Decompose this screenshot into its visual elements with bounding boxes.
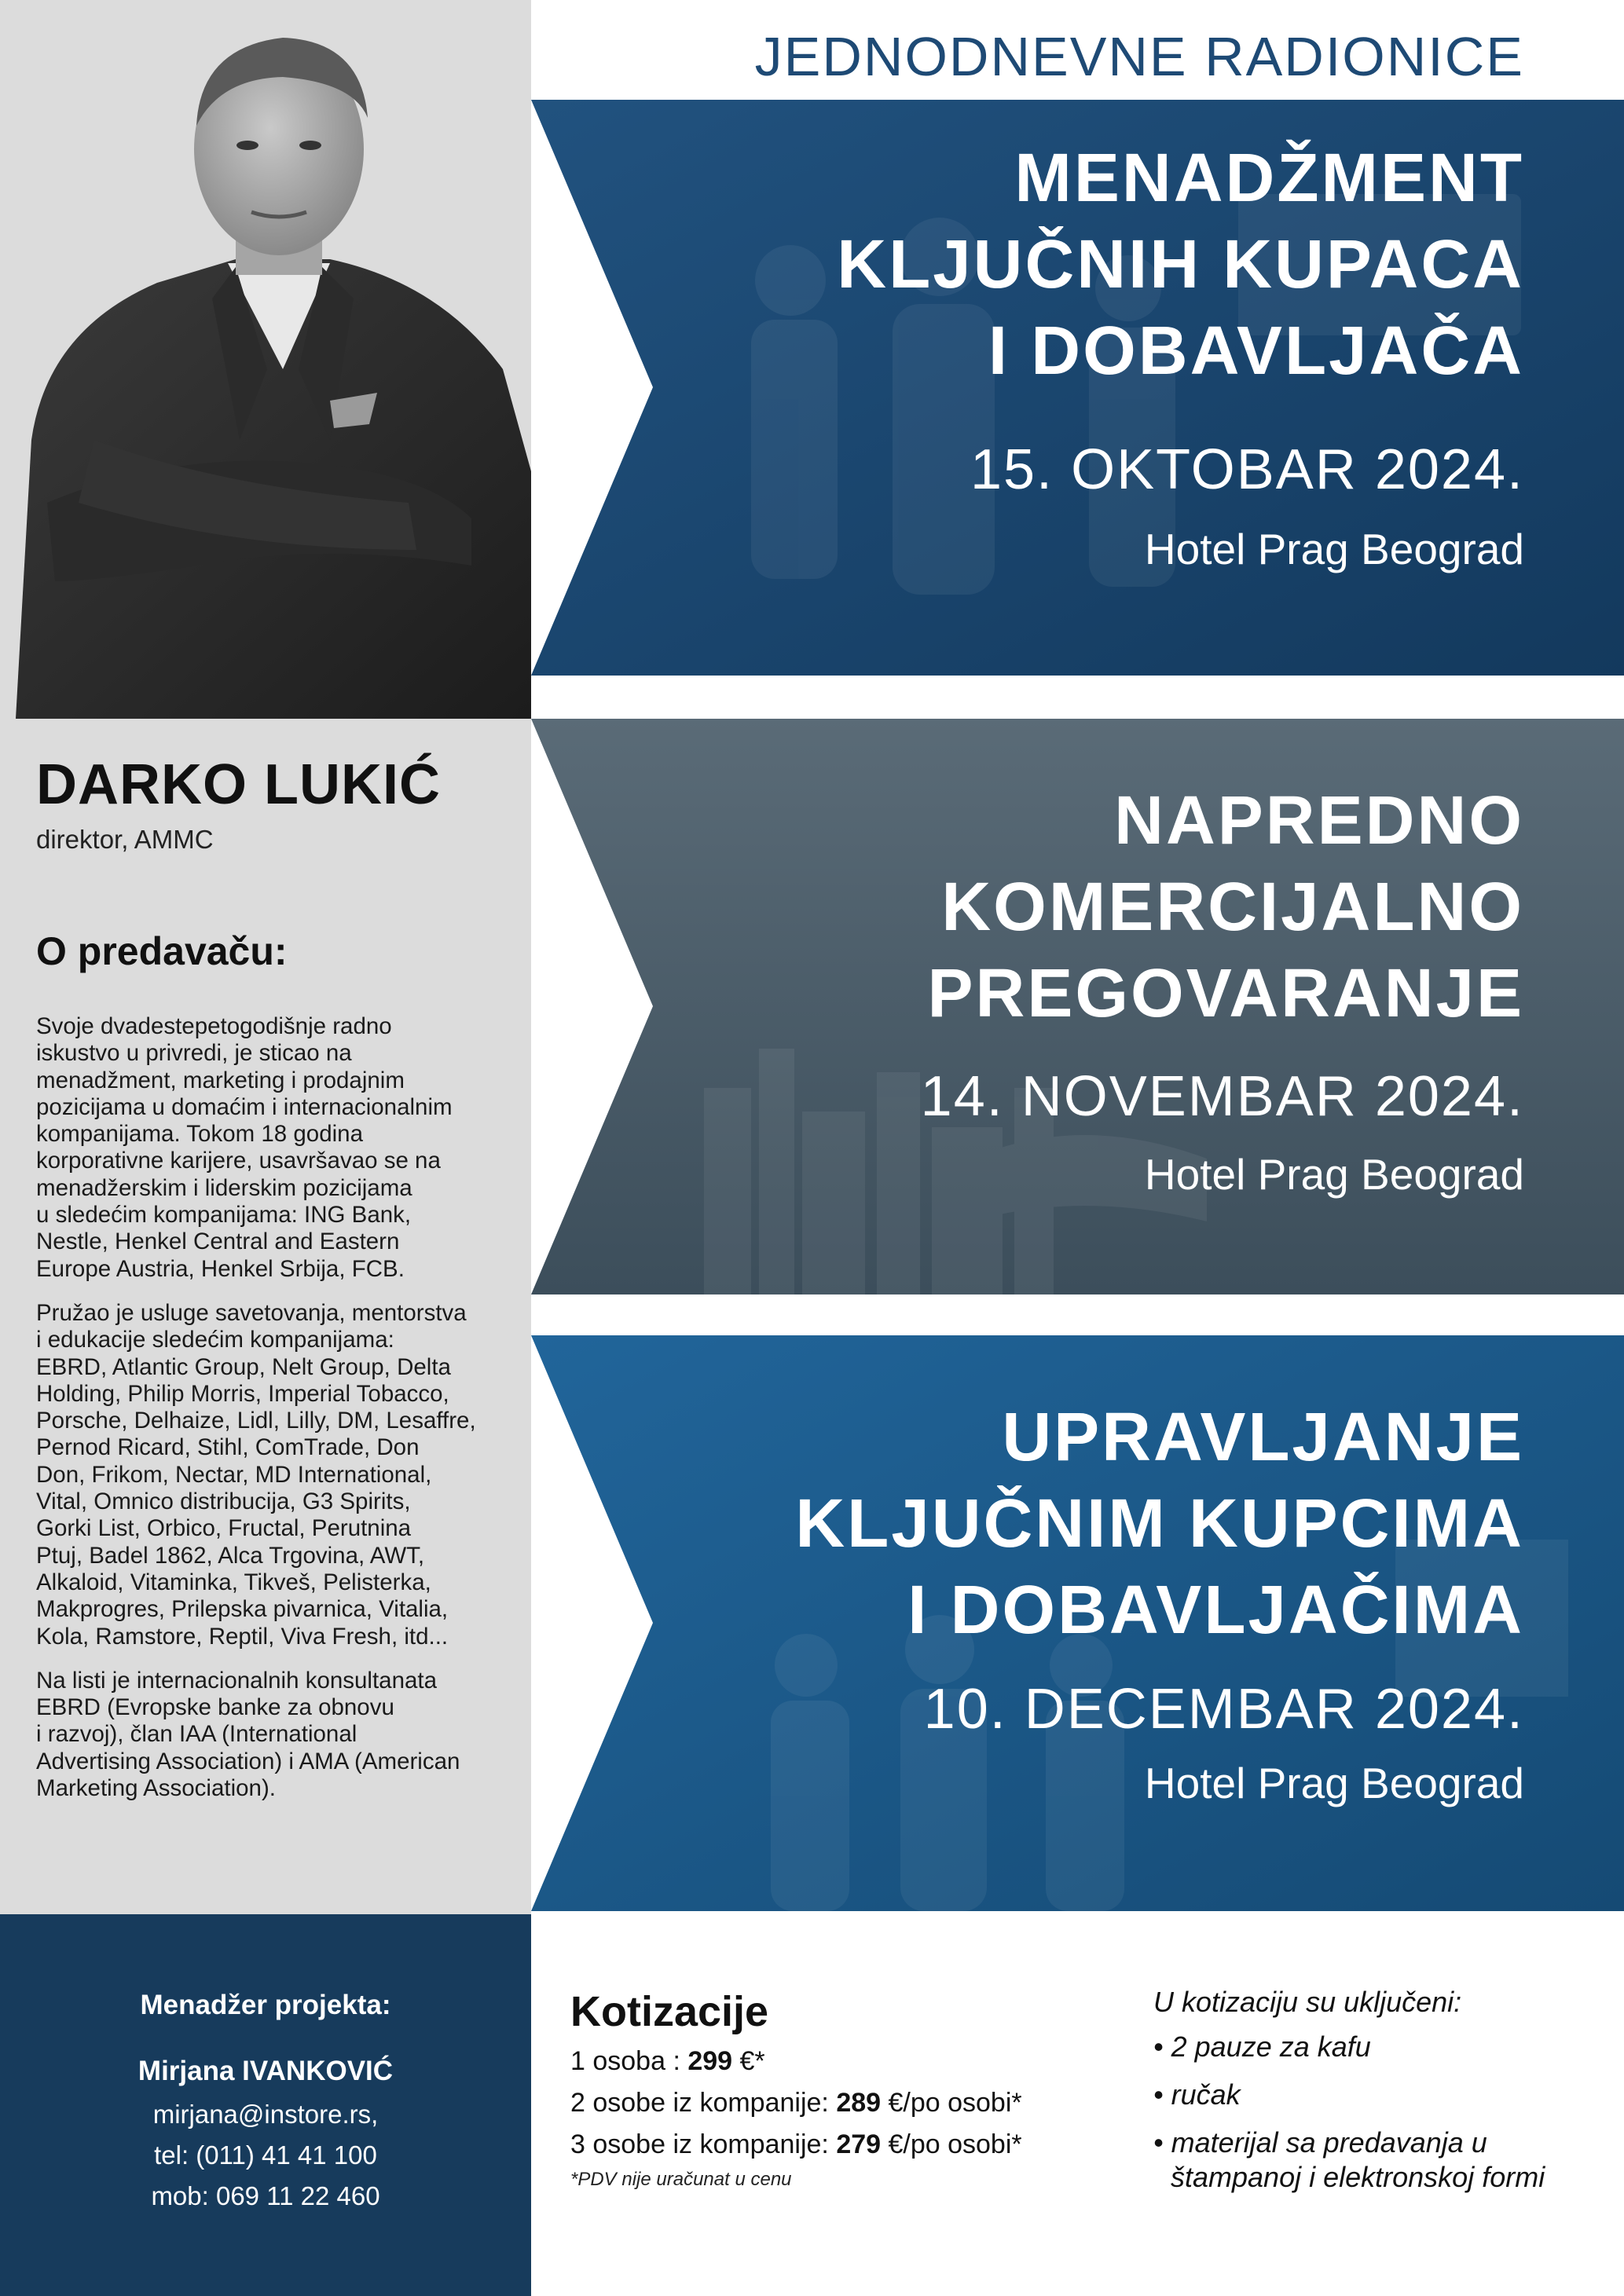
fees-heading: Kotizacije — [570, 1988, 769, 2035]
workshop-date: 10. DECEMBAR 2024. — [923, 1678, 1524, 1741]
project-manager-email[interactable]: mirjana@instore.rs, — [152, 2100, 379, 2129]
workshop-date: 14. NOVEMBAR 2024. — [920, 1065, 1524, 1128]
speaker-portrait — [0, 0, 531, 719]
fee-row — [570, 2082, 1022, 2124]
speaker-name: DARKO LUKIĆ — [36, 753, 441, 816]
speaker-role: direktor, AMMC — [36, 825, 214, 854]
included-heading: U kotizaciju su uključeni: — [1153, 1986, 1462, 2018]
included-item: • 2 pauze za kafu — [1153, 2031, 1371, 2063]
speaker-panel — [0, 0, 531, 1914]
project-manager-name: Mirjana IVANKOVIĆ — [137, 2056, 394, 2086]
project-manager-label: Menadžer projekta: — [140, 1990, 391, 2020]
fee-label: 2 osobe iz kompanije: — [570, 2088, 837, 2118]
workshop-venue: Hotel Prag Beograd — [1144, 1759, 1524, 1807]
fee-unit: €/po osobi* — [881, 2088, 1022, 2118]
workshop-title: MENADŽMENT KLJUČNIH KUPACA I DOBAVLJAČA — [837, 140, 1524, 389]
fee-row — [570, 2124, 1022, 2166]
fee-unit: €* — [732, 2046, 765, 2076]
workshop-title: UPRAVLJANJE KLJUČNIM KUPCIMA I DOBAVLJAČIMA — [795, 1399, 1524, 1648]
included-section — [1153, 1986, 1593, 2208]
project-manager-phone[interactable]: tel: (011) 41 41 100 — [154, 2140, 377, 2170]
bio-paragraph: Pružao je usluge savetovanja, mentorstva i edukacije sledećim kompanijama: EBRD, Atlantic Group, Nelt Group, Delta Holding, Philip Morris, Imperial Tobacco, Porsche, Delhaize, Lidl, Lilly, DM, Lesaffre, Pernod Ricard, Stihl, ComTrade, Don Don, Frikom, Nectar, MD International, Vital, Omnico distribucija, G3 Spirits, Gorki List, Orbico, Fructal, Perutnina Ptuj, Badel 1862, Alca Trgovina, AWT, Alkaloid, Vitaminka, Tikveš, Pelisterka, Makprogres, Prilepska pivarnica, Vitalia, Kola, Ramstore, Reptil, Viva Fresh, itd... — [36, 1299, 476, 1650]
workshop-banner-2 — [531, 719, 1624, 1294]
fee-price: 289 — [836, 2088, 882, 2118]
bio-paragraph: Svoje dvadestepetogodišnje radno iskustvo u privredi, je sticao na menadžment, marketing i prodajnim pozicijama u domaćim i internacionalnim kompanijama. Tokom 18 godina korporativne karijere, usavršavao se na menadžerskim i liderskim pozicijama u sledećim kompanijama: ING Bank, Nestle, Henkel Central and Eastern Europe Austria, Henkel Srbija, FCB. — [36, 1013, 453, 1282]
project-manager-mobile[interactable]: mob: 069 11 22 460 — [151, 2181, 380, 2210]
workshop-banner-1 — [531, 100, 1624, 676]
bio-paragraph: Na listi je internacionalnih konsultanata EBRD (Evropske banke za obnovu i razvoj), član IAA (International Advertising Association) i AMA (American Marketing Association). — [36, 1667, 460, 1802]
workshop-venue: Hotel Prag Beograd — [1144, 1150, 1524, 1199]
speaker-bio — [36, 1013, 508, 1819]
fee-unit: €/po osobi* — [881, 2129, 1022, 2159]
fee-label: 1 osoba : — [570, 2046, 688, 2076]
included-item: • ručak — [1153, 2078, 1241, 2111]
included-item: • materijal sa predavanja u štampanoj i elektronskoj formi — [1153, 2126, 1545, 2193]
fees-note: *PDV nije uračunat u cenu — [570, 2169, 792, 2190]
fee-label: 3 osobe iz kompanije: — [570, 2129, 837, 2159]
page-title: JEDNODNEVNE RADIONICE — [754, 26, 1524, 87]
fee-price: 299 — [687, 2046, 733, 2076]
about-heading: O predavaču: — [36, 929, 288, 973]
fees-section — [570, 1987, 1022, 2191]
fee-row — [570, 2041, 1022, 2082]
workshop-date: 15. OKTOBAR 2024. — [970, 438, 1524, 501]
fee-price: 279 — [836, 2129, 882, 2159]
workshop-title: NAPREDNO KOMERCIJALNO PREGOVARANJE — [927, 782, 1524, 1031]
workshop-banner-3 — [531, 1335, 1624, 1911]
workshop-venue: Hotel Prag Beograd — [1144, 525, 1524, 573]
project-manager-panel — [0, 1914, 531, 2296]
